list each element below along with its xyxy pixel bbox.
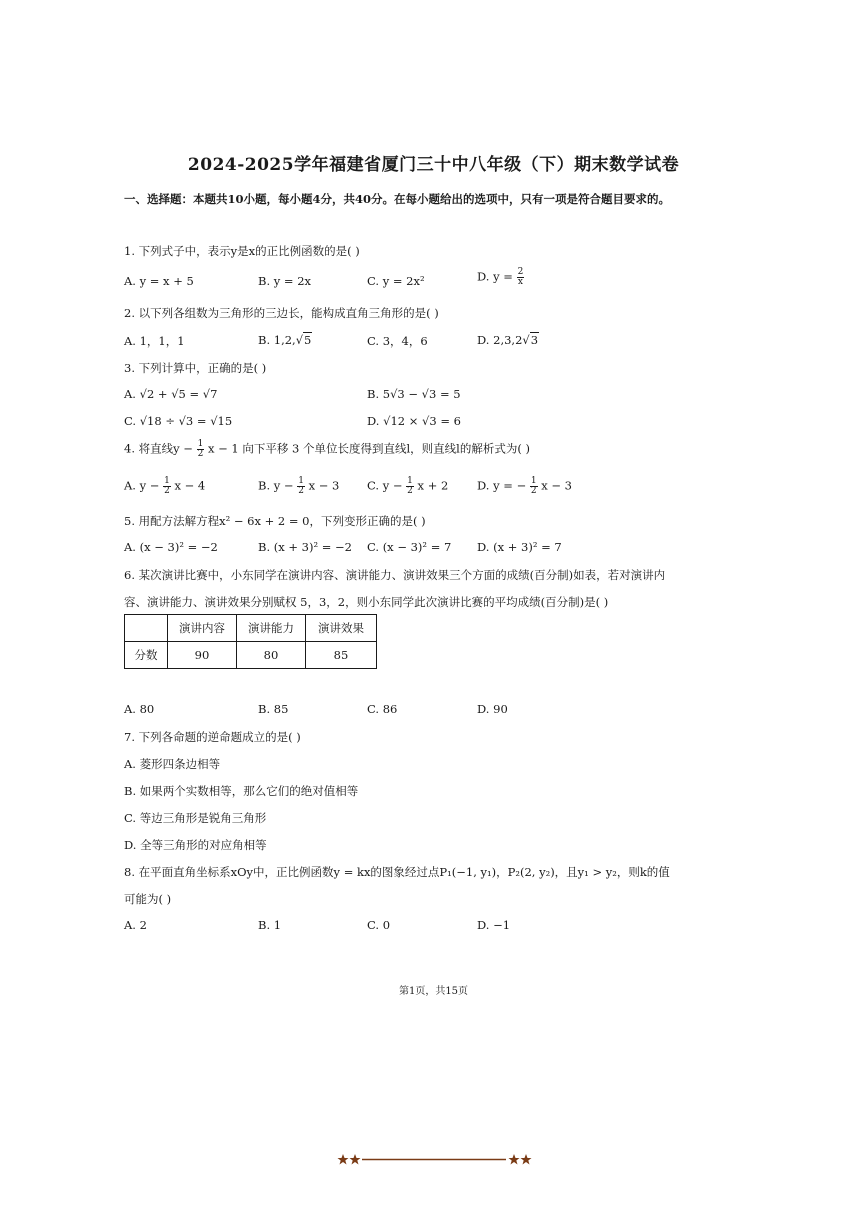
- q2-option-d-prefix: D. 2,3,2: [477, 333, 523, 347]
- q4-option-b-fraction: [297, 477, 305, 496]
- q1-option-d-fraction: [517, 268, 525, 287]
- q7-option-c: C. 等边三角形是锐角三角形: [124, 811, 267, 825]
- q3-option-d: D. √12 × √3 = 6: [367, 414, 461, 428]
- question-6-stem-line2: 容、演讲能力、演讲效果分别赋权 5，3，2，则小东同学此次演讲比赛的平均成绩(百分制)是( ): [124, 595, 609, 609]
- q1-option-d-prefix: D. y =: [477, 269, 513, 284]
- q1-option-a: A. y = x + 5: [124, 274, 194, 288]
- score-table-row: [125, 642, 377, 669]
- score-table-header-cell: 演讲内容: [168, 615, 237, 642]
- q4-option-a-pre: A. y −: [124, 478, 160, 493]
- q6-option-b: B. 85: [258, 702, 289, 716]
- q4-option-d-post: x − 3: [541, 478, 572, 493]
- q3-option-b: B. 5√3 − √3 = 5: [367, 387, 461, 401]
- q7-option-d: D. 全等三角形的对应角相等: [124, 838, 267, 852]
- q7-option-b: B. 如果两个实数相等，那么它们的绝对值相等: [124, 784, 359, 798]
- q7-option-a: A. 菱形四条边相等: [124, 757, 221, 771]
- fraction-denominator: 2: [164, 486, 170, 496]
- score-table: [124, 614, 377, 669]
- fraction-denominator: x: [517, 277, 523, 287]
- q2-option-d-radicand: 3: [530, 333, 539, 347]
- question-8-stem-line2: 可能为( ): [124, 892, 172, 906]
- q5-option-b: B. (x + 3)² = −2: [258, 540, 352, 554]
- fraction-numerator: 1: [407, 476, 413, 486]
- fraction-denominator: 2: [298, 486, 304, 496]
- score-table-header-cell: 演讲能力: [237, 615, 306, 642]
- star-icon: [521, 1154, 532, 1165]
- fraction-denominator: 2: [407, 486, 413, 496]
- q4-option-b-post: x − 3: [308, 478, 340, 493]
- fraction-numerator: 1: [164, 476, 170, 486]
- q4-option-c-post: x + 2: [417, 478, 449, 493]
- q4-stem-pre: 4. 将直线y −: [124, 441, 193, 456]
- q2-option-b-radicand: 5: [304, 333, 312, 347]
- q4-option-b-pre: B. y −: [258, 478, 294, 493]
- star-icon: [350, 1154, 361, 1165]
- q4-stem-fraction: [197, 440, 205, 459]
- star-line-ornament: [338, 1154, 532, 1165]
- q2-option-b: B. 1,2,√5: [258, 333, 312, 347]
- score-table-header-cell: [125, 615, 168, 642]
- q2-option-a: A. 1，1，1: [124, 334, 185, 348]
- question-5-stem: 5. 用配方法解方程x² − 6x + 2 = 0，下列变形正确的是( ): [124, 514, 426, 528]
- q4-option-d-fraction: [530, 477, 538, 496]
- q1-option-d: [477, 268, 524, 287]
- q2-option-d: D. 2,3,2√3: [477, 333, 539, 347]
- q8-option-a: A. 2: [124, 918, 147, 932]
- q4-option-b: [258, 477, 339, 496]
- q1-option-c: C. y = 2x²: [367, 274, 425, 288]
- footer-ornament: [337, 1150, 532, 1170]
- q2-option-c: C. 3，4，6: [367, 334, 428, 348]
- star-icon: [338, 1154, 349, 1165]
- q4-stem-post: x − 1 向下平移 3 个单位长度得到直线l，则直线l的解析式为( ): [207, 441, 530, 456]
- score-table-header-cell: 演讲效果: [306, 615, 377, 642]
- q4-option-a-fraction: [163, 477, 171, 496]
- q3-option-a: A. √2 + √5 = √7: [124, 387, 218, 401]
- q4-option-c: [367, 477, 448, 496]
- page-footer: 第1页，共15页: [398, 986, 469, 997]
- q8-option-d: D. −1: [477, 918, 511, 932]
- fraction-numerator: 1: [197, 439, 204, 449]
- fraction-denominator: 2: [197, 449, 204, 459]
- star-icon: [509, 1154, 520, 1165]
- score-table-cell: 90: [168, 642, 237, 669]
- q5-option-d: D. (x + 3)² = 7: [477, 540, 562, 554]
- q3-option-c: C. √18 ÷ √3 = √15: [124, 414, 233, 428]
- q6-option-d: D. 90: [477, 702, 508, 716]
- q4-option-a: [124, 477, 205, 496]
- question-8-stem-line1: 8. 在平面直角坐标系xOy中，正比例函数y = kx的图象经过点P₁(−1, y₁)，P₂(2, y₂)，且y₁ > y₂，则k的值: [124, 865, 670, 879]
- question-6-stem-line1: 6. 某次演讲比赛中，小东同学在演讲内容、演讲能力、演讲效果三个方面的成绩(百分制)如表，若对演讲内: [124, 568, 666, 582]
- fraction-numerator: 2: [517, 267, 524, 277]
- q5-option-a: A. (x − 3)² = −2: [124, 540, 218, 554]
- question-2-stem: 2. 以下列各组数为三角形的三边长，能构成直角三角形的是( ): [124, 306, 439, 320]
- question-1-stem: 1. 下列式子中，表示y是x的正比例函数的是( ): [124, 244, 360, 258]
- question-3-stem: 3. 下列计算中，正确的是( ): [124, 361, 267, 375]
- q4-option-c-fraction: [406, 477, 414, 496]
- q4-option-d-pre: D. y = −: [477, 478, 527, 493]
- q8-option-c: C. 0: [367, 918, 391, 932]
- q4-option-d: [477, 477, 572, 496]
- fraction-numerator: 1: [298, 476, 304, 486]
- score-table-cell: 分数: [125, 642, 168, 669]
- fraction-denominator: 2: [530, 486, 537, 496]
- q2-option-b-prefix: B. 1,2,: [258, 333, 296, 347]
- fraction-numerator: 1: [530, 476, 537, 486]
- q6-option-c: C. 86: [367, 702, 398, 716]
- q4-option-c-pre: C. y −: [367, 478, 403, 493]
- q6-option-a: A. 80: [124, 702, 155, 716]
- score-table-cell: 80: [237, 642, 306, 669]
- question-4-stem: [124, 440, 530, 459]
- q8-option-b: B. 1: [258, 918, 282, 932]
- section-intro: 一、选择题：本题共10小题，每小题4分，共40分。在每小题给出的选项中，只有一项是符合题目要求的。: [124, 192, 671, 206]
- score-table-cell: 85: [306, 642, 377, 669]
- page-title: 2024-2025学年福建省厦门三十中八年级（下）期末数学试卷: [187, 155, 680, 175]
- q1-option-b: B. y = 2x: [258, 274, 312, 288]
- question-7-stem: 7. 下列各命题的逆命题成立的是( ): [124, 730, 301, 744]
- q4-option-a-post: x − 4: [174, 478, 206, 493]
- q5-option-c: C. (x − 3)² = 7: [367, 540, 452, 554]
- score-table-header-row: [125, 615, 377, 642]
